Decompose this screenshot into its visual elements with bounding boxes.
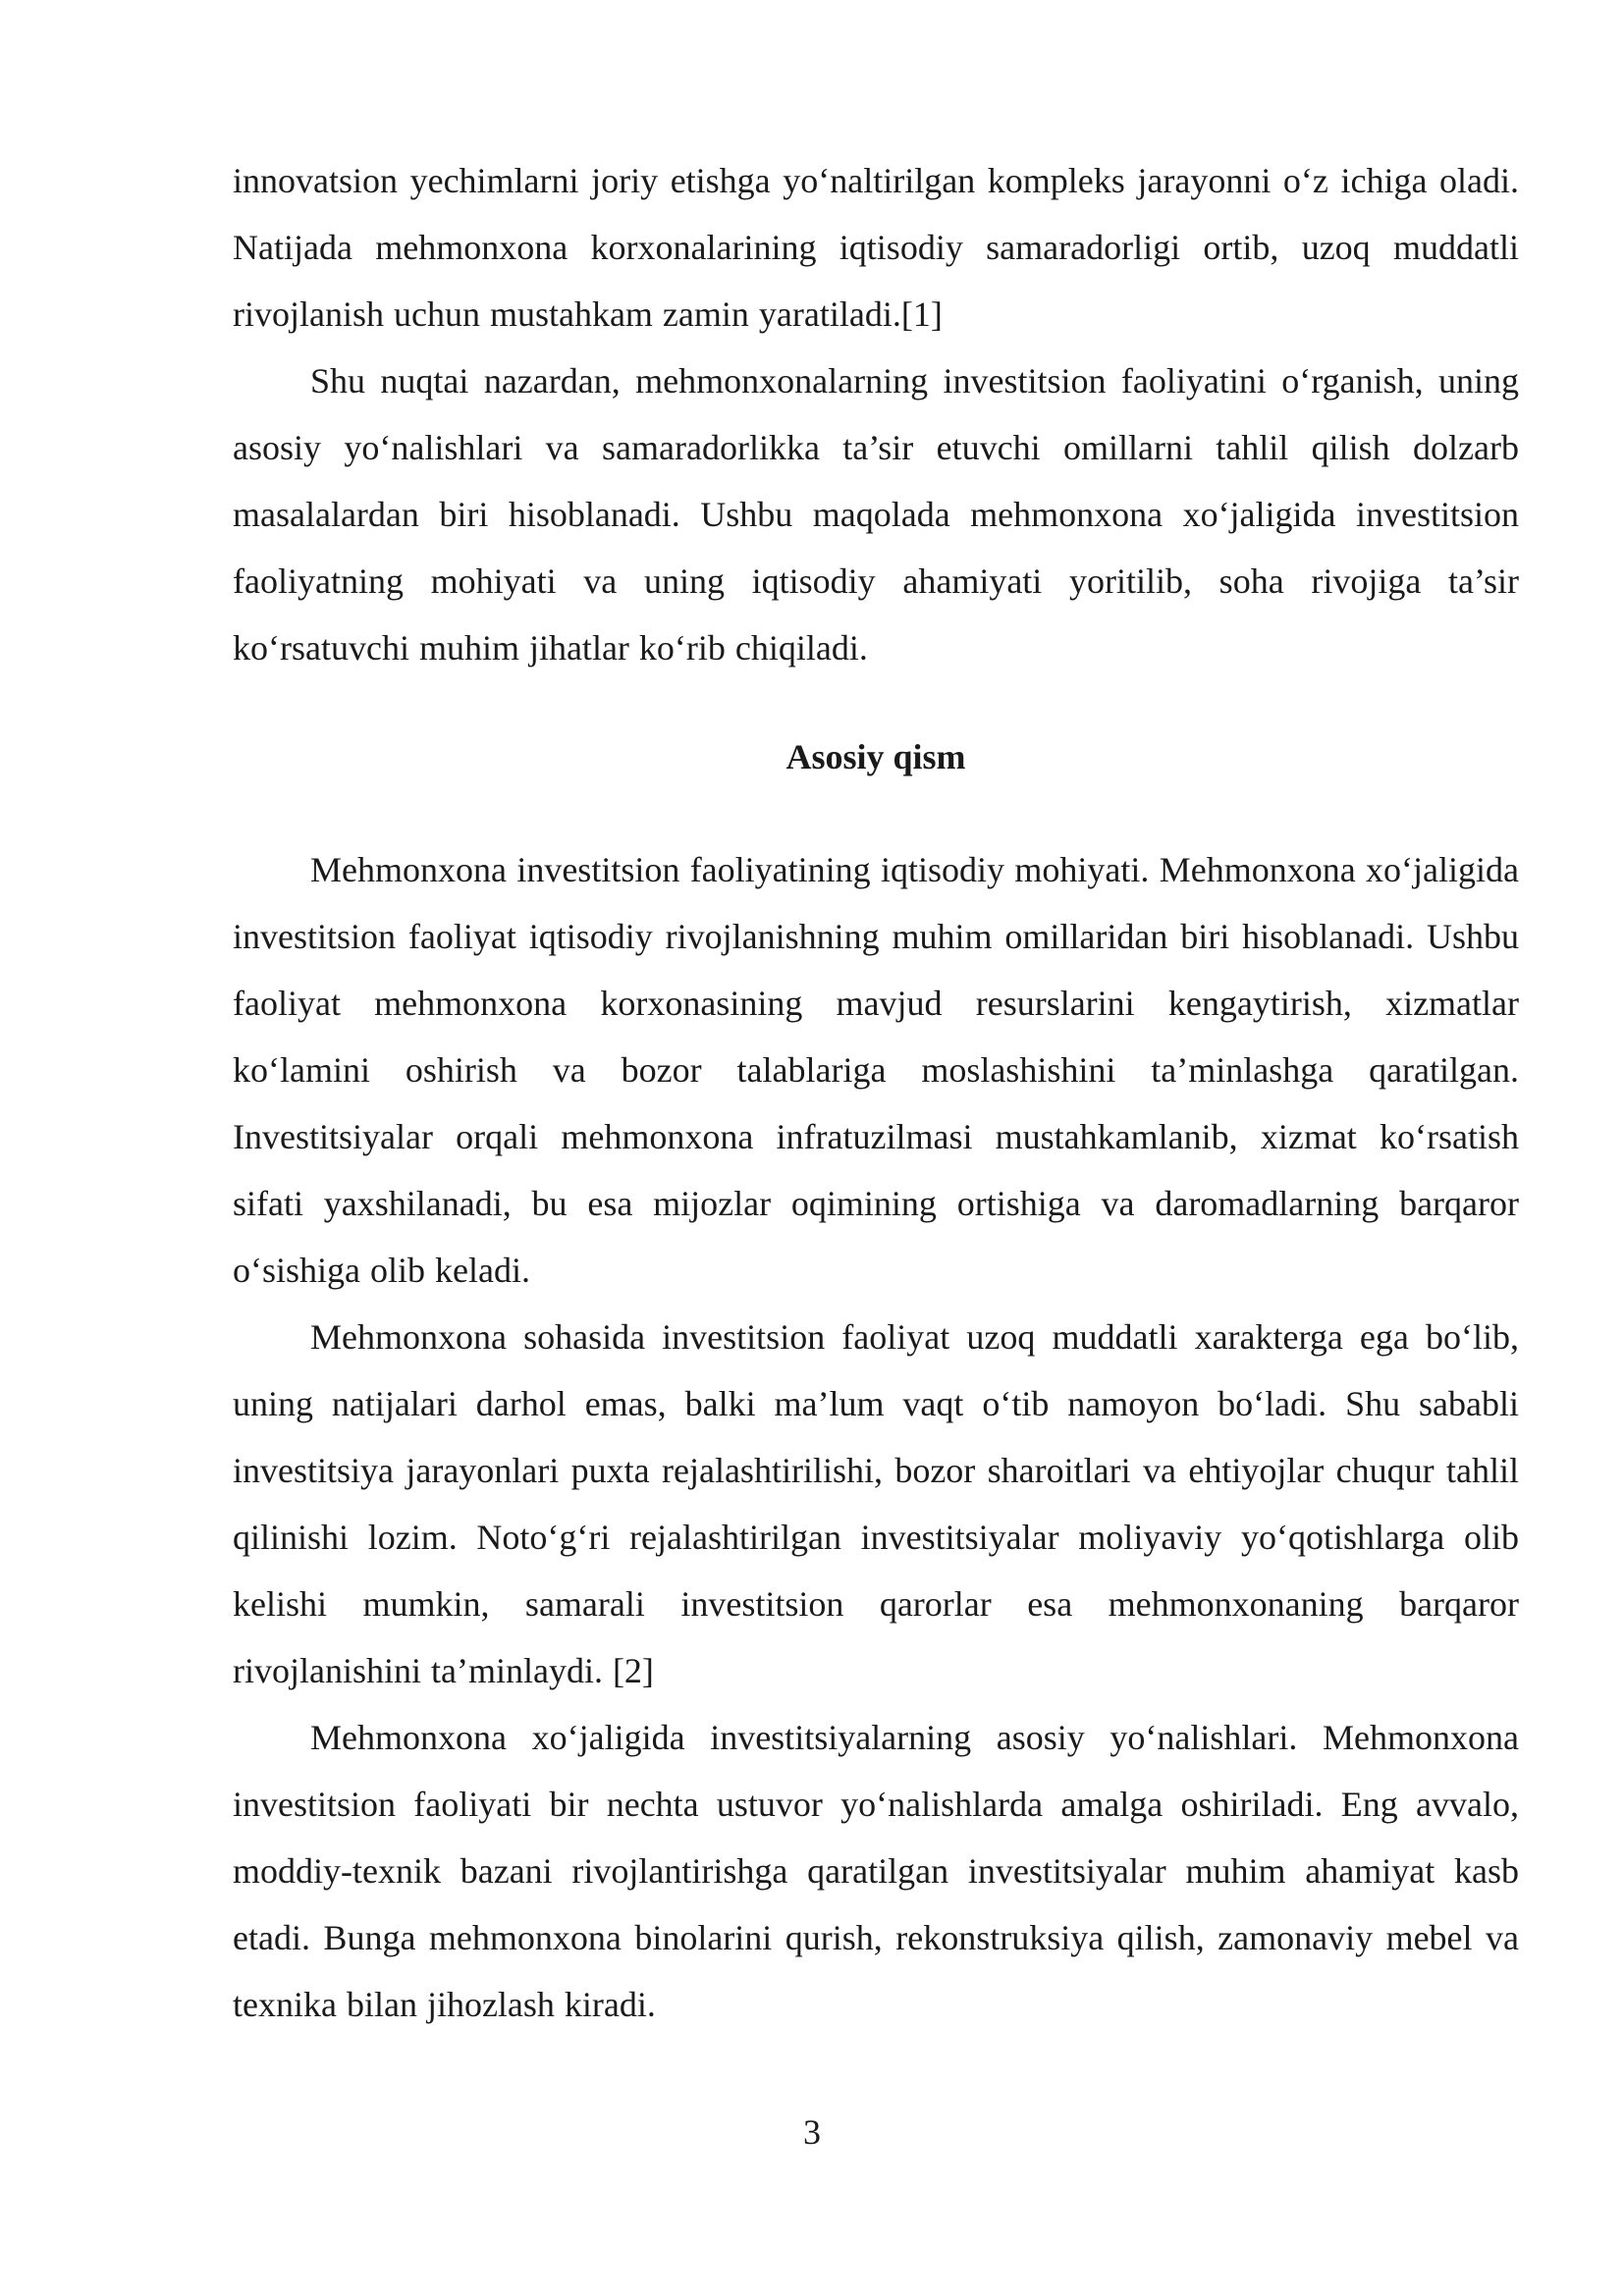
section-heading: Asosiy qism bbox=[785, 737, 966, 776]
page-number: 3 bbox=[803, 2112, 821, 2152]
paragraph-continuation: innovatsion yechimlarni joriy etishga yo‘naltirilgan kompleks jarayonni o‘z ichiga oladi. Natijada mehmonxona korxonalarining iqtisodiy samaradorligi ortib, uzoq muddatli rivojlanish uchun mustahkam zamin yaratiladi.[1] bbox=[233, 161, 1519, 334]
paragraph-investment-directions: Mehmonxona xo‘jaligida investitsiyalarning asosiy yo‘nalishlari. Mehmonxona investitsion faoliyati bir nechta ustuvor yo‘nalishlarda amalga oshiriladi. Eng avvalo, moddiy-texnik bazani rivojlantirishga qaratilgan investitsiyalar muhim ahamiyat kasb etadi. Bunga mehmonxona binolarini qurish, rekonstruksiya qilish, zamonaviy mebel va texnika bilan jihozlash kiradi. bbox=[233, 1718, 1519, 2024]
paragraph-long-term-investment: Mehmonxona sohasida investitsion faoliyat uzoq muddatli xarakterga ega bo‘lib, uning natijalari darhol emas, balki ma’lum vaqt o‘tib namoyon bo‘ladi. Shu sababli investitsiya jarayonlari puxta rejalashtirilishi, bozor sharoitlari va ehtiyojlar chuqur tahlil qilinishi lozim. Noto‘g‘ri rejalashtirilgan investitsiyalar moliyaviy yo‘qotishlarga olib kelishi mumkin, samarali investitsion qarorlar esa mehmonxonaning barqaror rivojlanishini ta’minlaydi. [2] bbox=[233, 1317, 1519, 1690]
paragraph-introduction: Shu nuqtai nazardan, mehmonxonalarning investitsion faoliyatini o‘rganish, uning asosiy yo‘nalishlari va samaradorlikka ta’sir etuvchi omillarni tahlil qilish dolzarb masalalardan biri hisoblanadi. Ushbu maqolada mehmonxona xo‘jaligida investitsion faoliyatning mohiyati va uning iqtisodiy ahamiyati yoritilib, soha rivojiga ta’sir ko‘rsatuvchi muhim jihatlar ko‘rib chiqiladi. bbox=[233, 361, 1519, 667]
document-body bbox=[233, 147, 1519, 2038]
paragraph-economic-essence: Mehmonxona investitsion faoliyatining iqtisodiy mohiyati. Mehmonxona xo‘jaligida investitsion faoliyat iqtisodiy rivojlanishning muhim omillaridan biri hisoblanadi. Ushbu faoliyat mehmonxona korxonasining mavjud resurslarini kengaytirish, xizmatlar ko‘lamini oshirish va bozor talablariga moslashishini ta’minlashga qaratilgan. Investitsiyalar orqali mehmonxona infratuzilmasi mustahkamlanib, xizmat ko‘rsatish sifati yaxshilanadi, bu esa mijozlar oqimining ortishiga va daromadlarning barqaror o‘sishiga olib keladi. bbox=[233, 850, 1519, 1290]
